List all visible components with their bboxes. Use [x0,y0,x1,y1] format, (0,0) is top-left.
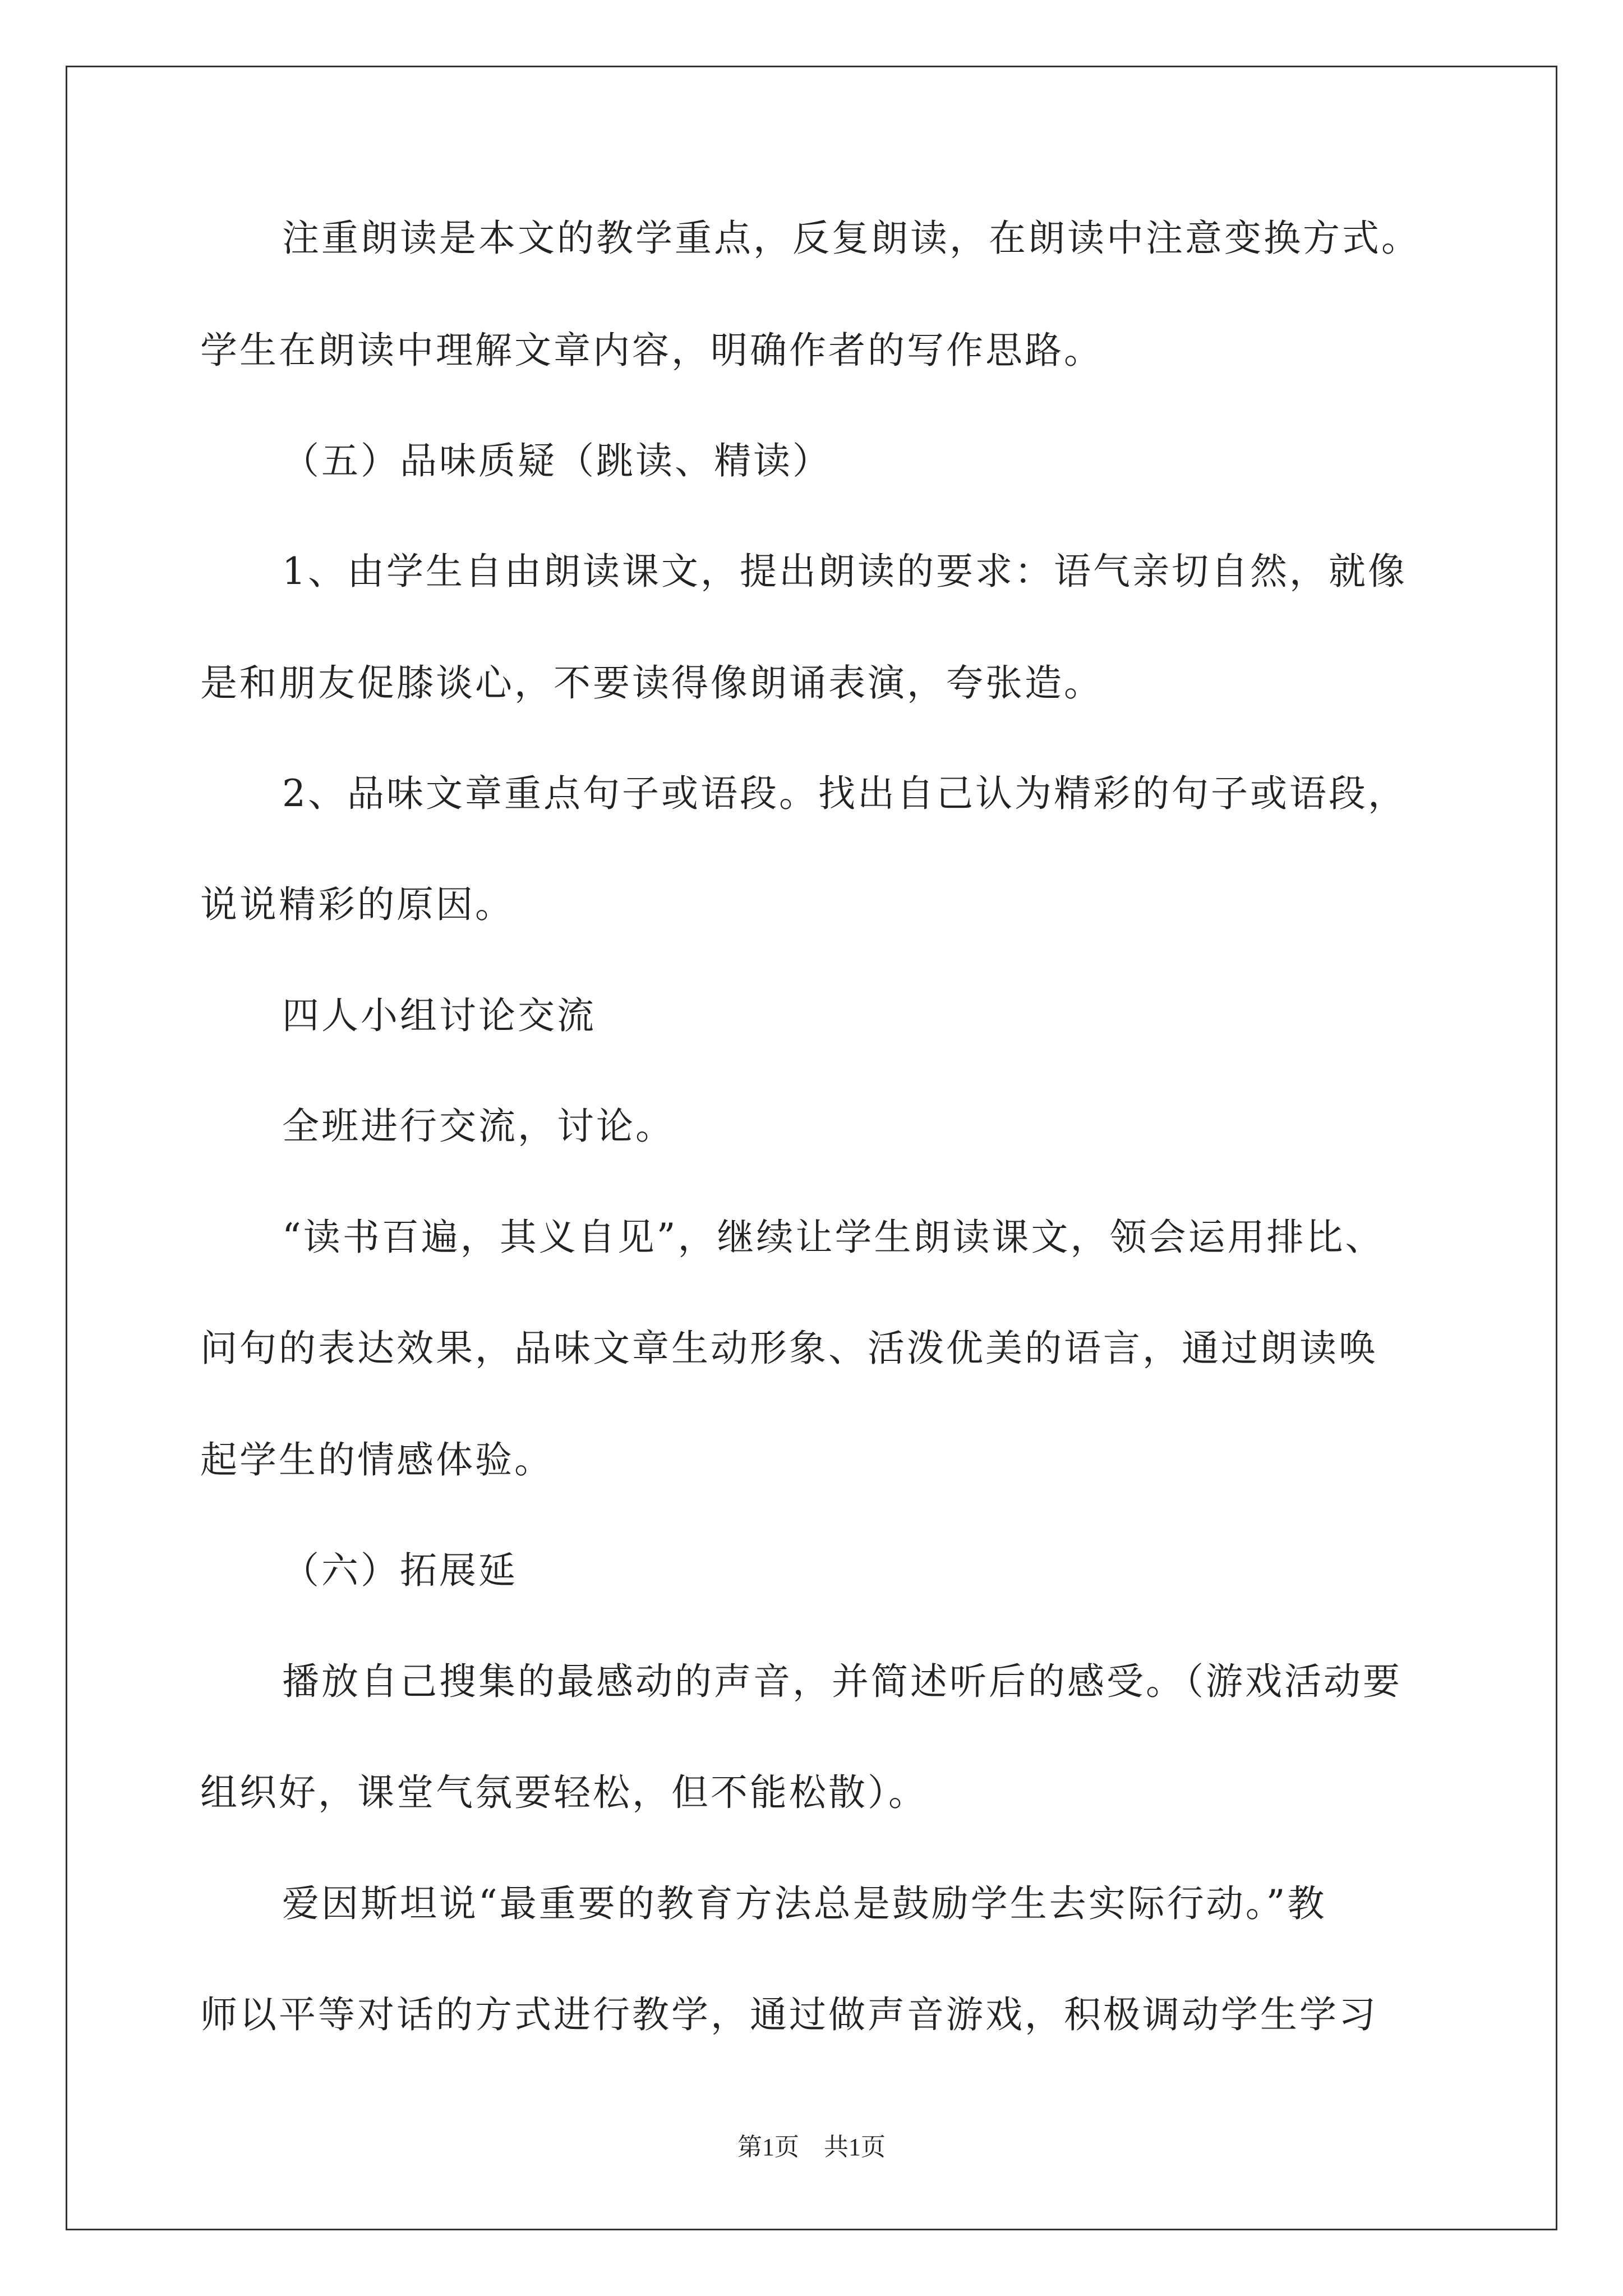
section-heading: （六）拓展延 [282,1549,518,1592]
paragraph-line: 播放自己搜集的最感动的声音，并简述听后的感受。（游戏活动要 [282,1660,1402,1703]
paragraph-line: 师以平等对话的方式进行教学，通过做声音游戏，积极调动学生学习 [200,1993,1378,2036]
paragraph-line: 学生在朗读中理解文章内容，明确作者的写作思路。 [200,329,1103,372]
paragraph-line: 问句的表达效果，品味文章生动形象、活泼优美的语言，通过朗读唤 [200,1327,1378,1370]
paragraph-line: 注重朗读是本文的教学重点，反复朗读，在朗读中注意变换方式。 [282,217,1421,260]
paragraph-line: 说说精彩的原因。 [200,883,514,926]
paragraph-line: 1、由学生自由朗读课文，提出朗读的要求：语气亲切自然，就像 [282,550,1407,593]
page-number: 第1页 共1页 [737,2133,886,2161]
paragraph-line: 2、品味文章重点句子或语段。找出自己认为精彩的句子或语段， [282,772,1407,815]
paragraph-line: 起学生的情感体验。 [200,1438,554,1481]
section-heading: （五）品味质疑（跳读、精读） [282,439,832,482]
paragraph-line: “读书百遍，其义自见”，继续让学生朗读课文，领会运用排比、 [282,1216,1385,1259]
paragraph-line: 组织好，课堂气氛要轻松，但不能松散）。 [200,1771,928,1814]
paragraph-line: 全班进行交流，讨论。 [282,1105,675,1148]
paragraph-line: 爱因斯坦说“最重要的教育方法总是鼓励学生去实际行动。”教 [282,1882,1327,1925]
paragraph-line: 是和朋友促膝谈心，不要读得像朗诵表演，夸张造。 [200,661,1103,705]
paragraph-line: 四人小组讨论交流 [282,994,596,1037]
